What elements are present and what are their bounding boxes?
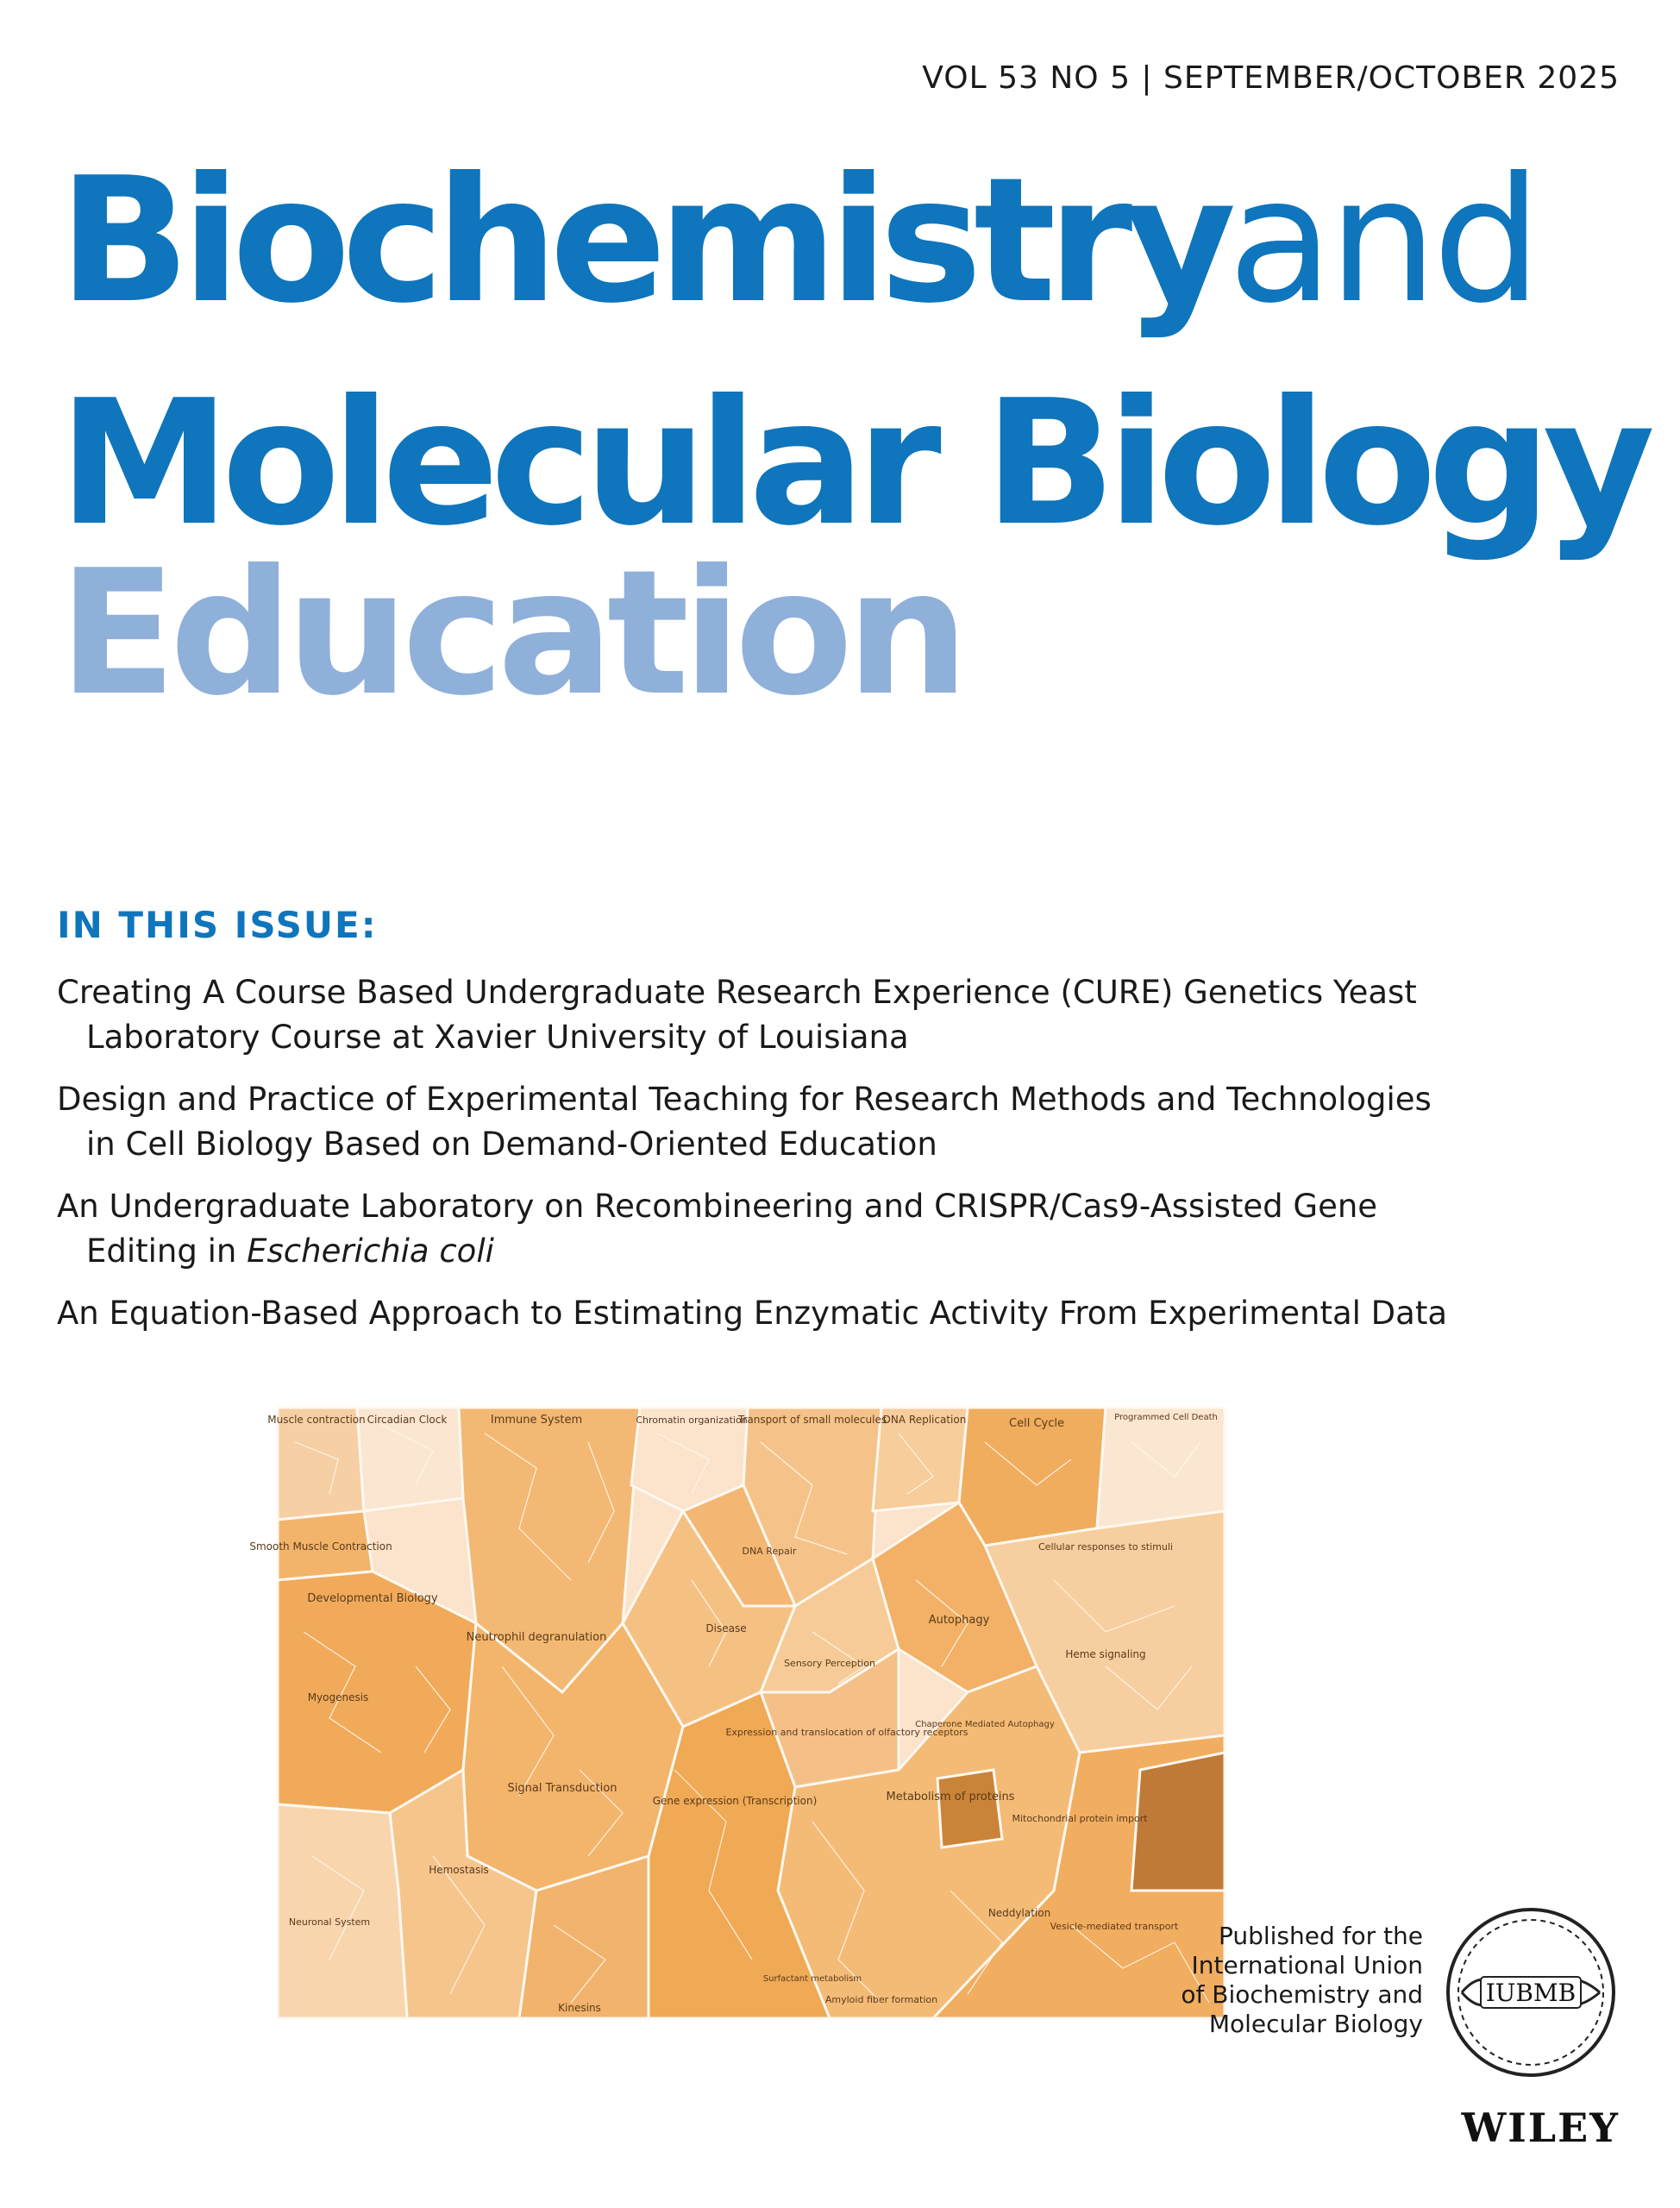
map-label-mito: Mitochondrial protein import xyxy=(1012,1813,1148,1824)
publisher-note-line-1: Published for the xyxy=(1218,1922,1423,1950)
iubmb-seal-text: IUBMB xyxy=(1485,1979,1577,2007)
article-2-line-1: Design and Practice of Experimental Teaching for Research Methods and Technologies xyxy=(57,1081,1432,1118)
journal-title-biochemistry: Biochemistry xyxy=(59,141,1228,342)
map-label-dna-rep: DNA Replication xyxy=(882,1414,967,1426)
map-label-kinesins: Kinesins xyxy=(558,2002,601,2014)
map-label-gene-expr: Gene expression (Transcription) xyxy=(652,1795,818,1807)
map-label-signal: Signal Transduction xyxy=(507,1782,617,1795)
article-1[interactable] xyxy=(57,970,1523,1060)
map-label-dna-repair: DNA Repair xyxy=(742,1546,797,1557)
map-label-expr: Expression and translocation of olfactory receptors xyxy=(725,1727,969,1738)
cover-pathway-map-image xyxy=(249,1408,1225,2018)
publisher-note-line-2: International Union xyxy=(1191,1951,1423,1979)
map-label-vesicle: Vesicle-mediated transport xyxy=(1050,1921,1179,1932)
journal-title-and: and xyxy=(1227,141,1537,342)
article-list xyxy=(57,970,1523,1353)
iubmb-seal-logo xyxy=(1436,1898,1626,2087)
journal-title-line-3: Education xyxy=(59,533,962,734)
map-region-dark-block-2 xyxy=(937,1770,1002,1847)
map-label-neuronal: Neuronal System xyxy=(288,1916,371,1928)
map-label-chromatin: Chromatin organization xyxy=(636,1414,748,1426)
article-4-line-1: An Equation-Based Approach to Estimating Enzymatic Activity From Experimental Data xyxy=(57,1295,1448,1332)
article-2[interactable] xyxy=(57,1077,1523,1167)
map-label-cell-resp: Cellular responses to stimuli xyxy=(1038,1541,1173,1552)
map-label-chaperone: Chaperone Mediated Autophagy xyxy=(915,1720,1055,1729)
map-label-hemostasis: Hemostasis xyxy=(429,1864,489,1876)
map-label-myogenesis: Myogenesis xyxy=(307,1691,369,1703)
map-label-circadian: Circadian Clock xyxy=(367,1414,448,1426)
map-region-neuronal xyxy=(278,1804,407,2018)
article-3-line-2 xyxy=(57,1229,1523,1274)
map-label-disease: Disease xyxy=(705,1622,747,1634)
publisher-note-line-4: Molecular Biology xyxy=(1208,2010,1423,2038)
article-4[interactable] xyxy=(57,1291,1523,1336)
article-1-line-2: Laboratory Course at Xavier University of Louisiana xyxy=(86,1019,909,1056)
map-label-muscle: Muscle contraction xyxy=(267,1414,366,1426)
publisher-note xyxy=(1181,1922,1423,2039)
map-label-dev: Developmental Biology xyxy=(307,1592,438,1605)
article-2-line-2: in Cell Biology Based on Demand-Oriented Education xyxy=(86,1126,937,1163)
journal-title-line-1 xyxy=(59,141,1537,342)
map-label-neddylation: Neddylation xyxy=(987,1907,1051,1919)
map-label-neutro: Neutrophil degranulation xyxy=(466,1631,607,1644)
map-label-pcd: Programmed Cell Death xyxy=(1114,1413,1218,1422)
map-label-metab: Metabolism of proteins xyxy=(886,1791,1015,1803)
map-region-pcd xyxy=(1097,1408,1225,1528)
issue-volume-date: VOL 53 NO 5 | SEPTEMBER/OCTOBER 2025 xyxy=(922,60,1620,96)
map-label-surfactant: Surfactant metabolism xyxy=(762,1974,862,1984)
pathway-map-svg xyxy=(249,1408,1225,2018)
article-3[interactable] xyxy=(57,1184,1523,1274)
map-label-cell-cycle: Cell Cycle xyxy=(1009,1417,1064,1430)
journal-title-line-2: Molecular Biology xyxy=(59,363,1647,564)
map-label-amyloid: Amyloid fiber formation xyxy=(824,1994,938,2005)
map-label-transport: Transport of small molecules xyxy=(737,1414,887,1426)
map-label-sensory: Sensory Perception xyxy=(784,1658,875,1669)
wiley-logo: WILEY xyxy=(1461,2104,1620,2151)
article-3-species: Escherichia coli xyxy=(247,1233,494,1270)
in-this-issue-heading: IN THIS ISSUE: xyxy=(57,904,378,946)
article-3-line-1: An Undergraduate Laboratory on Recombineering and CRISPR/Cas9-Assisted Gene xyxy=(57,1188,1378,1225)
publisher-note-line-3: of Biochemistry and xyxy=(1181,1980,1423,2009)
map-label-autophagy: Autophagy xyxy=(928,1614,990,1627)
map-label-heme: Heme signaling xyxy=(1065,1648,1146,1660)
article-1-line-1: Creating A Course Based Undergraduate Research Experience (CURE) Genetics Yeast xyxy=(57,974,1417,1011)
map-label-immune: Immune System xyxy=(490,1414,583,1427)
article-3-line-2-prefix: Editing in xyxy=(86,1233,248,1270)
map-label-smooth: Smooth Muscle Contraction xyxy=(249,1540,392,1552)
